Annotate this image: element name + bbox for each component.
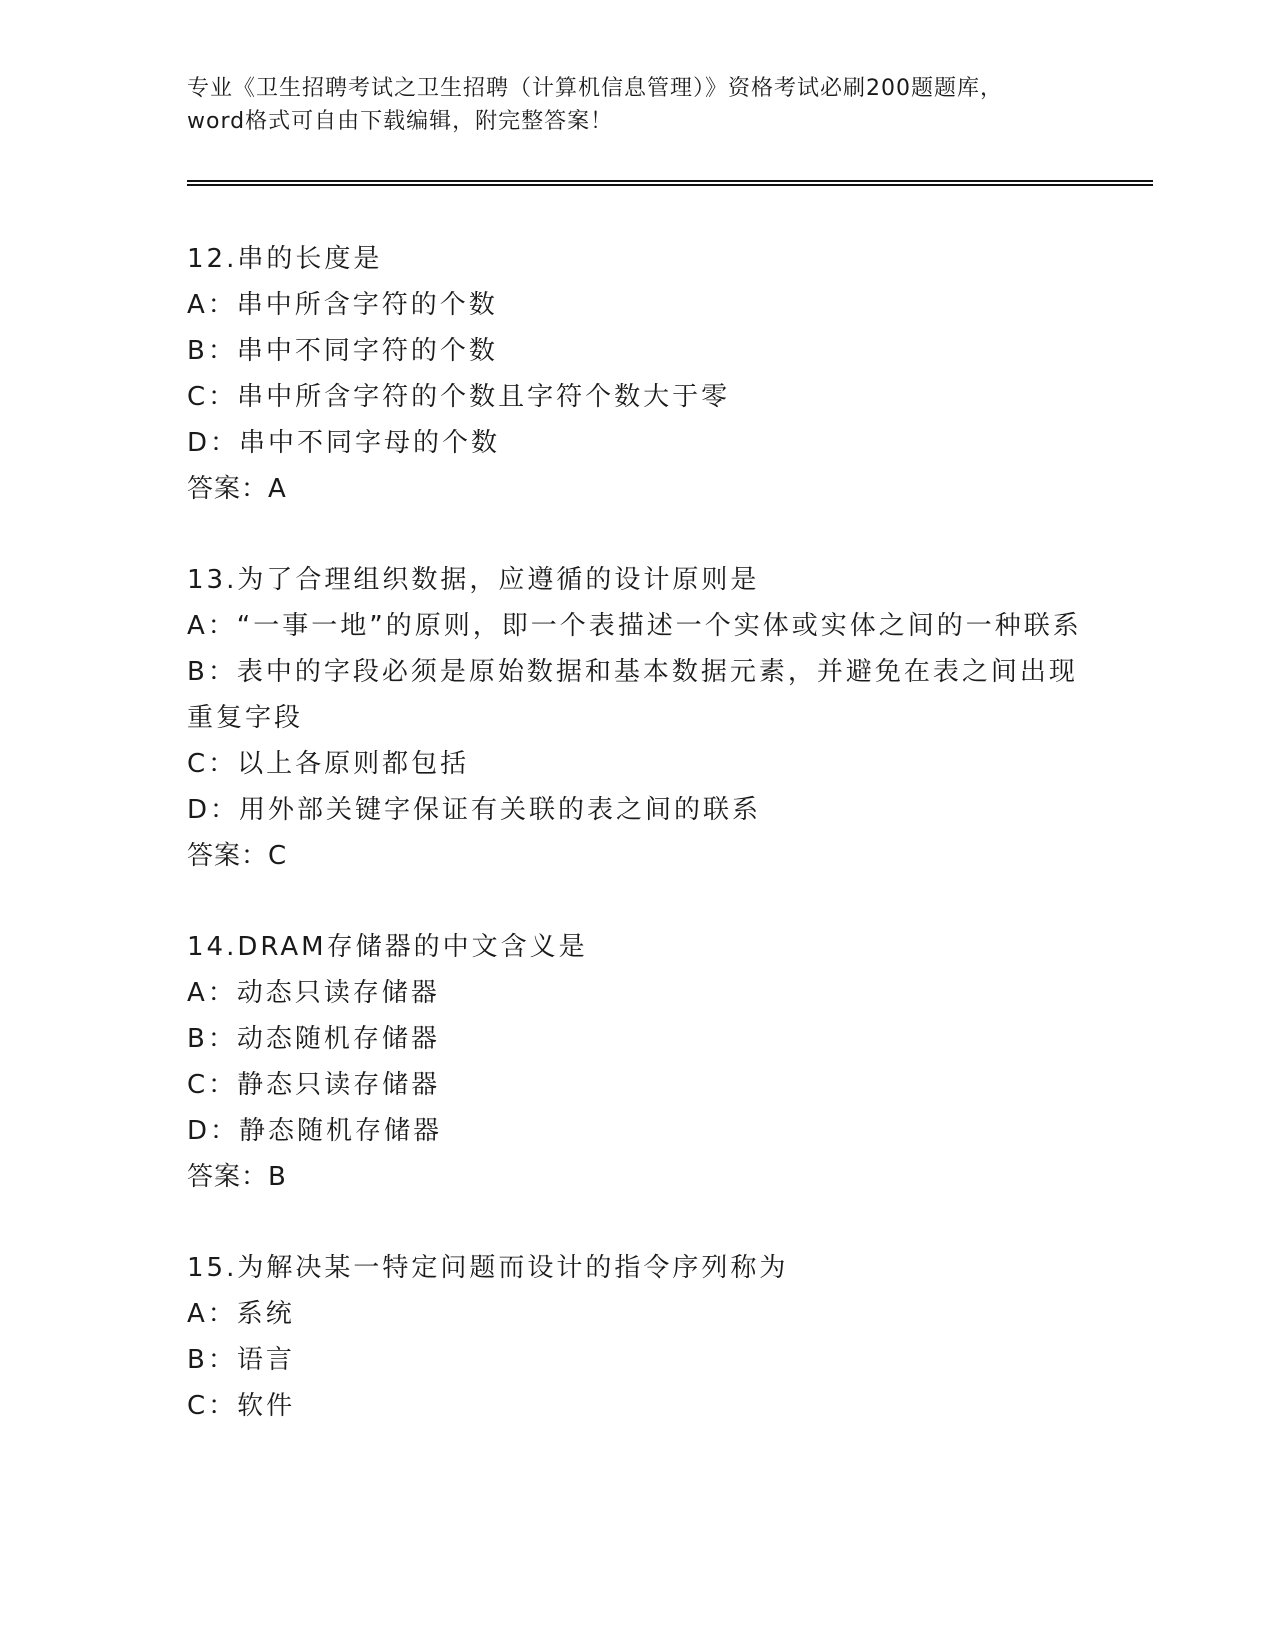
option-b: B：串中不同字符的个数 bbox=[187, 336, 498, 366]
option-a: A：“一事一地”的原则，即一个表描述一个实体或实体之间的一种联系 bbox=[187, 611, 1082, 641]
question-stem: 15.为解决某一特定问题而设计的指令序列称为 bbox=[187, 1253, 789, 1283]
option-b: B：表中的字段必须是原始数据和基本数据元素，并避免在表之间出现重复字段 bbox=[187, 657, 1078, 733]
question-12 bbox=[187, 236, 1087, 512]
header-divider-bottom bbox=[187, 184, 1153, 186]
question-14 bbox=[187, 924, 1087, 1200]
document-header bbox=[187, 72, 1107, 138]
question-list bbox=[187, 236, 1087, 1474]
option-d: D：用外部关键字保证有关联的表之间的联系 bbox=[187, 795, 762, 825]
option-c: C：串中所含字符的个数且字符个数大于零 bbox=[187, 382, 731, 412]
question-15 bbox=[187, 1245, 1087, 1429]
question-stem: 13.为了合理组织数据，应遵循的设计原则是 bbox=[187, 565, 760, 595]
option-c: C：软件 bbox=[187, 1391, 296, 1421]
question-stem: 12.串的长度是 bbox=[187, 244, 383, 274]
option-a: A：系统 bbox=[187, 1299, 295, 1329]
answer: 答案：C bbox=[187, 841, 288, 871]
option-c: C：静态只读存储器 bbox=[187, 1070, 441, 1100]
option-a: A：动态只读存储器 bbox=[187, 978, 440, 1008]
header-line-1: 专业《卫生招聘考试之卫生招聘（计算机信息管理）》资格考试必刷200题题库， bbox=[187, 76, 1003, 101]
question-stem: 14.DRAM存储器的中文含义是 bbox=[187, 932, 588, 962]
answer: 答案：A bbox=[187, 474, 287, 504]
option-d: D：串中不同字母的个数 bbox=[187, 428, 501, 458]
option-d: D：静态随机存储器 bbox=[187, 1116, 443, 1146]
option-a: A：串中所含字符的个数 bbox=[187, 290, 498, 320]
answer: 答案：B bbox=[187, 1162, 287, 1192]
question-13 bbox=[187, 557, 1087, 879]
header-line-2: word格式可自由下载编辑，附完整答案！ bbox=[187, 109, 614, 134]
option-b: B：动态随机存储器 bbox=[187, 1024, 440, 1054]
option-b: B：语言 bbox=[187, 1345, 295, 1375]
header-divider-top bbox=[187, 180, 1153, 182]
option-c: C：以上各原则都包括 bbox=[187, 749, 470, 779]
